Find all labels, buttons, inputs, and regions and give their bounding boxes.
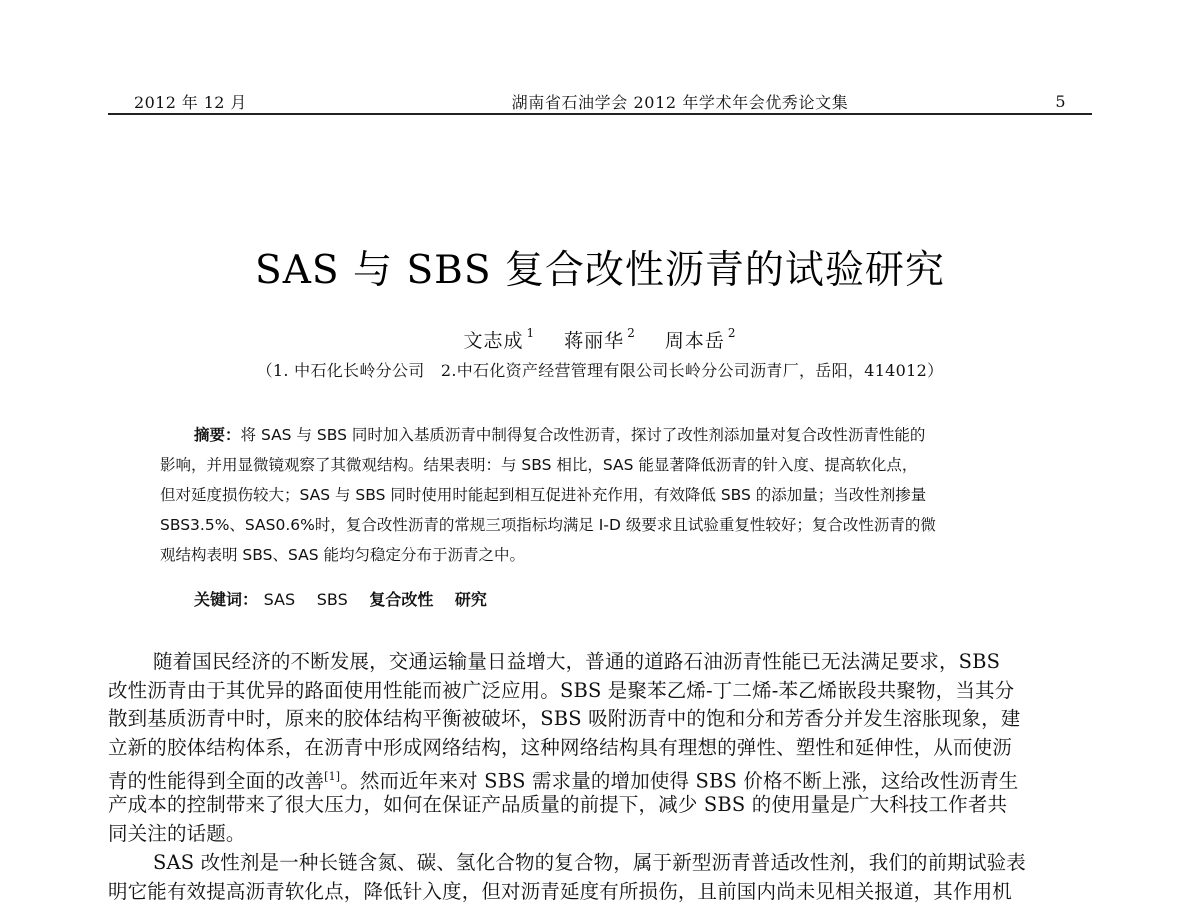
author-list — [0, 326, 1200, 353]
body-line-partial: 明它能有效提高沥青软化点，降低针入度，但对沥青延度有所损伤，且前国内尚未见相关报道，其作用机 — [108, 879, 1012, 903]
body-line: 立新的胶体结构体系，在沥青中形成网络结构，这种网络结构具有理想的弹性、塑性和延伸性，从而使沥 — [108, 736, 1012, 760]
author-affiliation-mark: 2 — [627, 325, 636, 340]
body-line: 改性沥青由于其优异的路面使用性能而被广泛应用。SBS 是聚苯乙烯-丁二烯-苯乙烯嵌段共聚物，当其分 — [108, 678, 1015, 702]
abstract-line: 影响，并用显微镜观察了其微观结构。结果表明：与 SBS 相比，SAS 能显著降低沥青的针入度、提高软化点， — [160, 456, 918, 474]
keyword: 复合改性 — [369, 590, 434, 609]
author-name: 周本岳 — [664, 330, 725, 352]
author-name: 蒋丽华 — [564, 330, 625, 352]
header-proceedings-title: 湖南省石油学会 2012 年学术年会优秀论文集 — [511, 92, 849, 112]
header-page-number: 5 — [1055, 91, 1066, 111]
citation-ref: [1] — [324, 769, 341, 783]
keywords — [194, 587, 503, 610]
abstract-text: 将 SAS 与 SBS 同时加入基质沥青中制得复合改性沥青，探讨了改性剂添加量对复合改性沥青性能的 — [240, 426, 926, 444]
author — [564, 326, 636, 353]
abstract-line: 但对延度损伤较大；SAS 与 SBS 同时使用时能起到相互促进补充作用，有效降低 SBS 的添加量；当改性剂掺量 — [160, 486, 927, 504]
author-name: 文志成 — [463, 330, 524, 352]
author-affiliation-mark: 2 — [727, 325, 737, 340]
body-line: 散到基质沥青中时，原来的胶体结构平衡被破坏，SBS 吸附沥青中的饱和分和芳香分并发生溶胀现象，建 — [108, 707, 1021, 731]
keywords-label: 关键词： — [194, 590, 259, 609]
body-text-segment: 青的性能得到全面的改善 — [108, 769, 325, 793]
abstract-line: SBS3.5%、SAS0.6%时，复合改性沥青的常规三项指标均满足 I-D 级要求且试验重复性较好；复合改性沥青的微 — [160, 516, 936, 534]
author-affiliation-mark: 1 — [526, 325, 536, 340]
body-line — [108, 763, 1092, 792]
abstract-label: 摘要： — [194, 426, 241, 444]
running-header — [108, 91, 1092, 115]
keyword: SAS — [263, 590, 296, 609]
keyword: 研究 — [454, 590, 487, 609]
body-text — [108, 648, 1092, 903]
author — [665, 326, 737, 353]
body-text-segment: 。然而近年来对 SBS 需求量的增加使得 SBS 价格不断上涨，这给改性沥青生 — [340, 769, 1019, 793]
abstract-line: 观结构表明 SBS、SAS 能均匀稳定分布于沥青之中。 — [160, 546, 525, 564]
abstract — [160, 420, 1060, 570]
author — [463, 326, 535, 353]
body-line: 产成本的控制带来了很大压力，如何在保证产品质量的前提下，减少 SBS 的使用量是广大科技工作者共 — [108, 793, 1008, 817]
abstract-line — [160, 420, 1060, 450]
body-line: 随着国民经济的不断发展，交通运输量日益增大，普通的道路石油沥青性能已无法满足要求，SBS — [153, 650, 1001, 673]
body-line: SAS 改性剂是一种长链含氮、碳、氢化合物的复合物，属于新型沥青普适改性剂，我们的前期试验表 — [153, 850, 1026, 874]
paper-title: SAS 与 SBS 复合改性沥青的试验研究 — [255, 248, 945, 294]
header-date: 2012 年 12 月 — [134, 92, 247, 112]
body-line: 同关注的话题。 — [108, 822, 246, 846]
affiliation-line: （1. 中石化长岭分公司 2.中石化资产经营管理有限公司长岭分公司沥青厂，岳阳，414012） — [256, 361, 944, 380]
keyword: SBS — [316, 590, 348, 609]
